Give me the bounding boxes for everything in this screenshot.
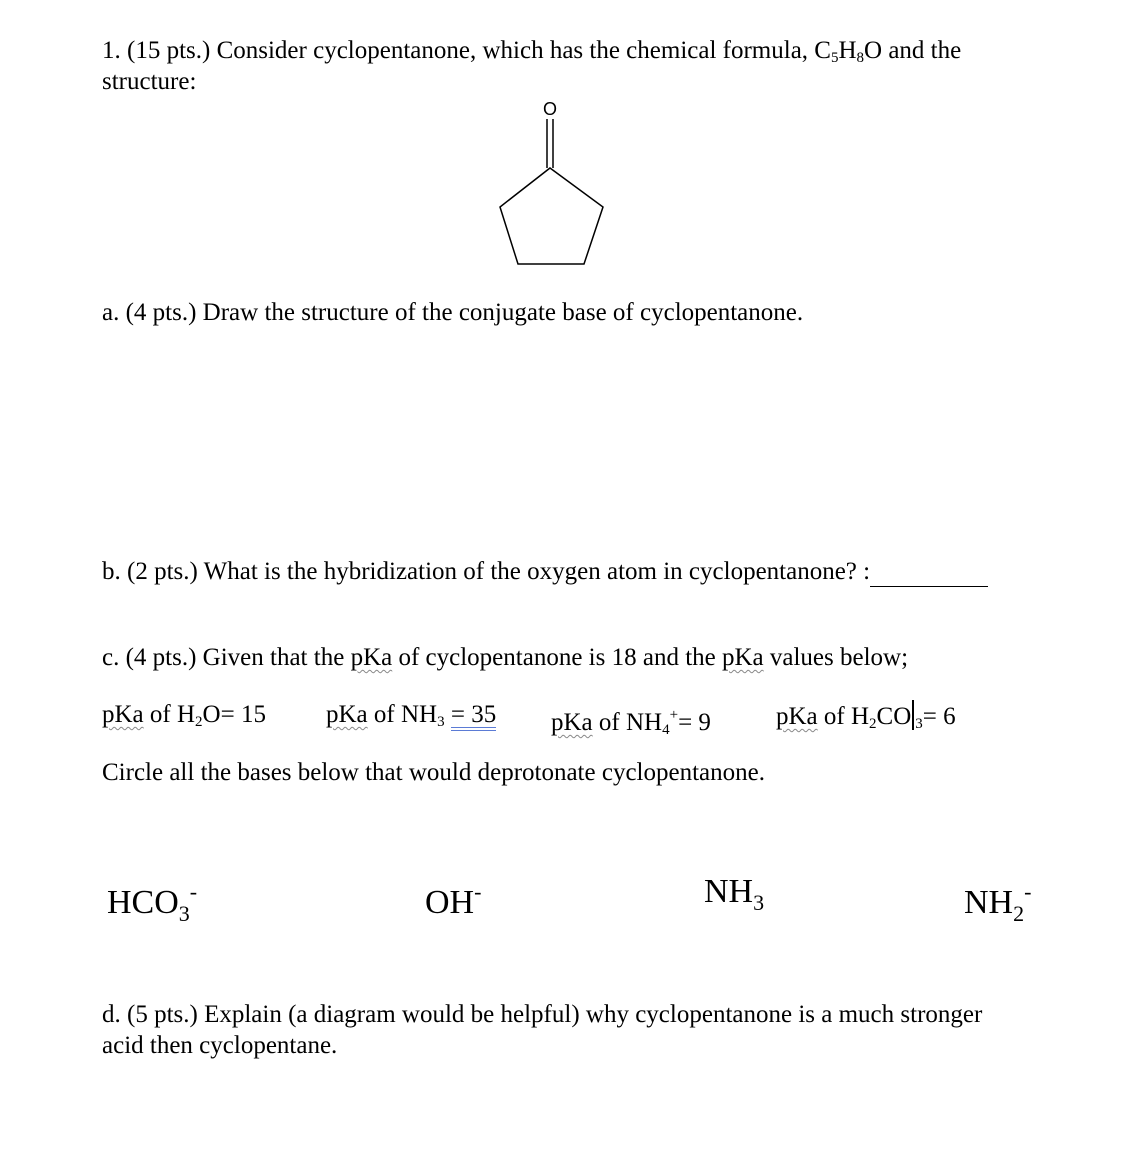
part-c-instruction: Circle all the bases below that would deprotonate cyclopentanone.: [102, 759, 765, 786]
intro-h: H: [838, 37, 857, 64]
cyclopentane-ring: [500, 168, 603, 264]
part-a-text: a. (4 pts.) Draw the structure of the conjugate base of cyclopentanone.: [102, 299, 804, 326]
pka-word: pKa: [776, 703, 818, 730]
base-amide[interactable]: [964, 872, 1031, 934]
pka-carbonic-acid: [776, 700, 956, 739]
pka-ammonia-value: = 35: [451, 703, 496, 731]
pka-carbonic-co: CO: [876, 703, 912, 730]
question-intro-line1: [102, 36, 961, 73]
text-cursor: [912, 700, 914, 730]
pka-word: pKa: [326, 701, 368, 728]
part-d-line1: d. (5 pts.) Explain (a diagram would be helpful) why cyclopentanone is a much stronger: [102, 1001, 983, 1028]
intro-text-b: O and the: [864, 37, 962, 64]
part-c-text-a: c. (4 pts.) Given that the: [102, 644, 351, 671]
base-ammonia[interactable]: [704, 872, 764, 923]
subscript: 4: [662, 722, 670, 738]
pka-word: pKa: [721, 644, 764, 671]
subscript: 3: [753, 890, 765, 915]
subscript: 3: [915, 716, 923, 732]
base-label: NH: [964, 884, 1014, 921]
part-c-intro: [102, 643, 908, 673]
subscript: 2: [869, 716, 877, 732]
subscript: 2: [195, 714, 203, 730]
pka-carbonic-value: = 6: [922, 703, 956, 730]
part-b-text: b. (2 pts.) What is the hybridization of the oxygen atom in cyclopentanone? :: [102, 558, 871, 585]
base-label: OH: [425, 884, 475, 921]
superscript: -: [189, 879, 198, 904]
intro-text-a: 1. (15 pts.) Consider cyclopentanone, which has the chemical formula, C: [102, 37, 831, 64]
subscript: 3: [437, 714, 445, 730]
pka-water-label: of H: [143, 701, 196, 728]
pka-ammonia: [326, 700, 496, 737]
subscript: 2: [1013, 901, 1025, 926]
superscript: -: [474, 879, 482, 904]
base-label: HCO: [107, 884, 179, 921]
subscript: 3: [178, 901, 190, 926]
pka-word: pKa: [350, 644, 393, 671]
question-intro-line2: structure:: [102, 68, 197, 95]
part-d-line2: acid then cyclopentane.: [102, 1032, 338, 1059]
pka-water-value: O= 15: [202, 701, 266, 728]
part-c-text-b: of cyclopentanone is 18 and the: [392, 644, 722, 671]
base-label: NH: [704, 873, 754, 910]
pka-word: pKa: [102, 701, 144, 728]
subscript-8: 8: [856, 50, 865, 66]
pka-carbonic-label: of H: [817, 703, 870, 730]
pka-ammonium-label: of NH: [592, 709, 663, 736]
pka-ammonium: [551, 700, 711, 745]
cyclopentanone-structure: [480, 95, 620, 275]
structure-oxygen-label: O: [542, 99, 558, 119]
pka-word: pKa: [551, 709, 593, 736]
part-b: [102, 557, 988, 587]
base-bicarbonate[interactable]: [107, 872, 197, 934]
pka-ammonia-label: of NH: [367, 701, 438, 728]
part-c-text-c: values below;: [763, 644, 909, 671]
subscript-5: 5: [830, 50, 839, 66]
superscript: +: [669, 707, 679, 723]
superscript: -: [1024, 879, 1032, 904]
pka-ammonium-value: = 9: [678, 709, 711, 736]
pka-water: [102, 700, 266, 737]
base-hydroxide[interactable]: [425, 872, 481, 923]
answer-blank[interactable]: [870, 564, 988, 587]
